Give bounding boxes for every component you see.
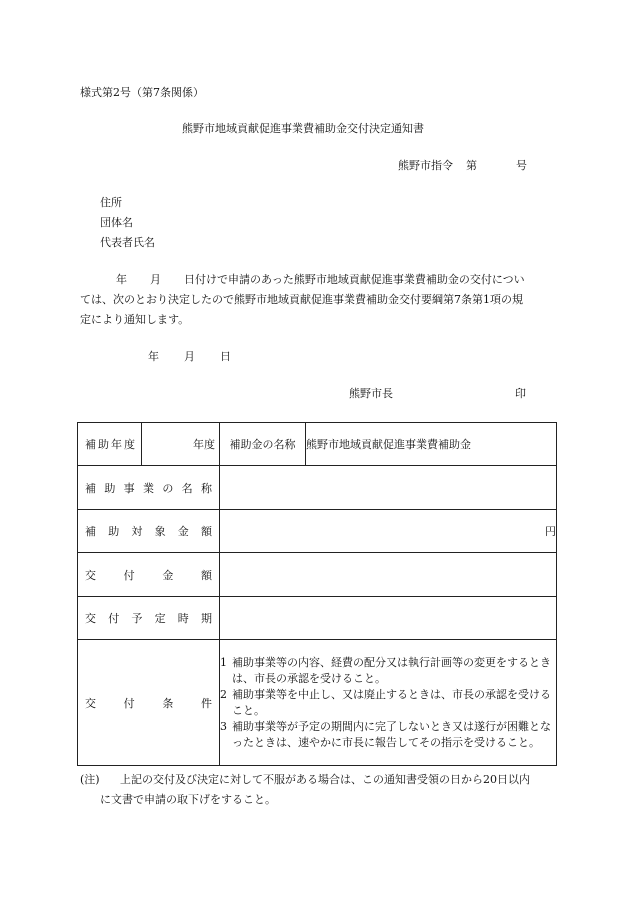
- document-title: 熊野市地域貢献促進事業費補助金交付決定通知書: [182, 122, 424, 135]
- scheduled-time-label: 交 付 予 定 時 期: [78, 597, 220, 640]
- subsidy-year-label: 補 助 年 度: [78, 423, 142, 466]
- project-name-label: 補 助 事 業 の 名 称: [78, 466, 220, 510]
- grant-amount-value: [220, 553, 557, 597]
- grant-amount-label: 交 付 金 額: [78, 553, 220, 597]
- table-row: [78, 423, 557, 466]
- form-number: 様式第2号（第7条関係）: [80, 86, 204, 99]
- list-item: 1 補助事業等の内容、経費の配分又は執行計画等の変更をするときは、市長の承認を受けること。: [220, 655, 551, 685]
- table-row: [78, 597, 557, 640]
- list-item: 2 補助事業等を中止し、又は廃止するときは、市長の承認を受けること。: [220, 687, 551, 717]
- subsidy-details-table: [77, 422, 557, 766]
- representative-label: 代表者氏名: [100, 236, 155, 249]
- address-label: 住所: [100, 196, 122, 209]
- list-item: 3 補助事業等が予定の期間内に完了しないとき又は遂行が困難となったときは、速やかに市長に報告してその指示を受けること。: [220, 719, 551, 749]
- table-row: [78, 510, 557, 553]
- table-row: [78, 466, 557, 510]
- subsidy-year-value: 年度: [142, 423, 220, 466]
- project-name-value: [220, 466, 557, 510]
- table-row: [78, 553, 557, 597]
- mayor-title: 熊野市長: [349, 387, 393, 400]
- scheduled-time-value: [220, 597, 557, 640]
- eligible-amount-value: 円: [220, 510, 557, 553]
- eligible-amount-label: 補 助 対 象 金 額: [78, 510, 220, 553]
- subsidy-name-value: 熊野市地域貢献促進事業費補助金: [306, 423, 557, 466]
- grant-conditions-list: [220, 640, 557, 766]
- table-row: [78, 640, 557, 766]
- grant-conditions-label: 交 付 条 件: [78, 640, 220, 766]
- subsidy-name-label: 補助金の名称: [220, 423, 306, 466]
- seal-mark: 印: [515, 387, 526, 400]
- group-name-label: 団体名: [100, 216, 133, 229]
